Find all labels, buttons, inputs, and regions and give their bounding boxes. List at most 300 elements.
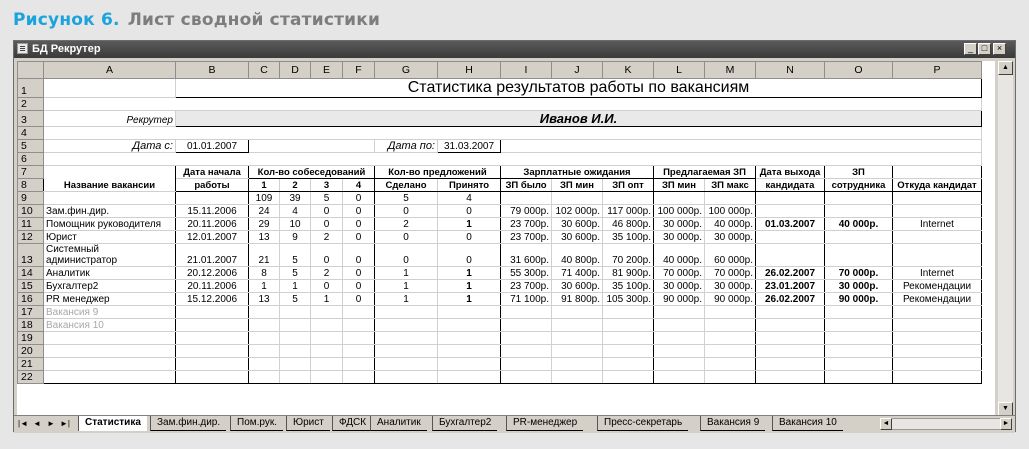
offers-made[interactable]: 1 — [375, 267, 438, 280]
interviews-2[interactable]: 5 — [280, 293, 311, 306]
row-header[interactable]: 10 — [18, 205, 44, 218]
empty-vacancy-name[interactable]: Вакансия 10 — [44, 319, 176, 332]
employee-salary[interactable] — [825, 231, 893, 244]
cell[interactable] — [501, 332, 552, 345]
cell[interactable] — [44, 127, 982, 140]
header-employee-salary-2[interactable]: сотрудника — [825, 179, 893, 192]
vacancy-name[interactable]: PR менеджер — [44, 293, 176, 306]
row-header[interactable]: 4 — [18, 127, 44, 140]
column-header[interactable]: A — [44, 62, 176, 79]
interviews-2[interactable]: 9 — [280, 231, 311, 244]
cell[interactable] — [705, 371, 756, 384]
salary-was[interactable]: 23 700р. — [501, 231, 552, 244]
cell[interactable] — [343, 319, 375, 332]
offers-made[interactable]: 0 — [375, 205, 438, 218]
interviews-1[interactable]: 13 — [249, 231, 280, 244]
cell[interactable] — [249, 358, 280, 371]
cell[interactable] — [343, 332, 375, 345]
tab-statistics[interactable]: Статистика — [78, 416, 147, 431]
offers-accepted[interactable]: 1 — [438, 293, 501, 306]
column-header[interactable]: C — [249, 62, 280, 79]
cell[interactable] — [249, 319, 280, 332]
header-offers[interactable]: Кол-во предложений — [375, 166, 501, 179]
cell[interactable] — [44, 371, 176, 384]
cell[interactable] — [705, 319, 756, 332]
header-vacancy-name[interactable]: Название вакансии — [44, 166, 176, 192]
header-employee-salary[interactable]: ЗП — [825, 166, 893, 179]
cell[interactable] — [603, 358, 654, 371]
exit-date[interactable] — [756, 244, 825, 267]
exit-date[interactable]: 26.02.2007 — [756, 293, 825, 306]
employee-salary[interactable] — [825, 244, 893, 267]
cell[interactable] — [343, 371, 375, 384]
salary-min[interactable]: 71 400р. — [552, 267, 603, 280]
candidate-source[interactable]: Рекомендации — [893, 280, 982, 293]
cell[interactable] — [176, 332, 249, 345]
prev-sheet-icon[interactable]: ◄ — [33, 419, 41, 428]
cell[interactable] — [375, 371, 438, 384]
vacancy-start-date[interactable]: 20.11.2006 — [176, 280, 249, 293]
interviews-1[interactable]: 13 — [249, 293, 280, 306]
cell[interactable] — [343, 345, 375, 358]
salary-opt[interactable]: 117 000р. — [603, 205, 654, 218]
offer-min[interactable]: 30 000р. — [654, 280, 705, 293]
candidate-source[interactable] — [893, 205, 982, 218]
recruiter-label[interactable]: Рекрутер — [44, 111, 176, 127]
salary-opt[interactable]: 81 900р. — [603, 267, 654, 280]
offers-made[interactable]: 0 — [375, 244, 438, 267]
header-start-date[interactable]: Дата начала — [176, 166, 249, 179]
cell[interactable] — [825, 332, 893, 345]
tab-sheet[interactable]: ФДСК — [332, 416, 372, 431]
column-header[interactable]: I — [501, 62, 552, 79]
header-interview-stage[interactable]: 3 — [311, 179, 343, 192]
interviews-3[interactable]: 0 — [311, 280, 343, 293]
interviews-3[interactable]: 0 — [311, 218, 343, 231]
offers-accepted[interactable]: 1 — [438, 280, 501, 293]
empty-vacancy-name[interactable]: Вакансия 9 — [44, 306, 176, 319]
candidate-source[interactable] — [893, 244, 982, 267]
header-exit-date-2[interactable]: кандидата — [756, 179, 825, 192]
interviews-1[interactable]: 21 — [249, 244, 280, 267]
tab-sheet[interactable]: PR-менеджер — [506, 416, 583, 431]
column-header[interactable]: F — [343, 62, 375, 79]
cell[interactable] — [705, 358, 756, 371]
salary-was[interactable]: 23 700р. — [501, 218, 552, 231]
close-button[interactable]: × — [993, 43, 1006, 55]
exit-date[interactable]: 23.01.2007 — [756, 280, 825, 293]
cell[interactable] — [249, 306, 280, 319]
cell[interactable] — [552, 306, 603, 319]
interviews-4[interactable]: 0 — [343, 231, 375, 244]
interviews-3[interactable]: 2 — [311, 267, 343, 280]
horizontal-scrollbar[interactable] — [880, 418, 1012, 430]
cell[interactable] — [438, 319, 501, 332]
header-source[interactable]: Откуда кандидат — [893, 179, 982, 192]
column-header[interactable]: M — [705, 62, 756, 79]
offers-accepted[interactable]: 0 — [438, 205, 501, 218]
scroll-right-icon[interactable]: ► — [1000, 418, 1012, 430]
interviews-4[interactable]: 0 — [343, 244, 375, 267]
cell[interactable] — [501, 345, 552, 358]
header-offered-salary[interactable]: Предлагаемая ЗП — [654, 166, 756, 179]
row-header[interactable]: 6 — [18, 153, 44, 166]
row-header[interactable]: 19 — [18, 332, 44, 345]
vacancy-start-date[interactable]: 20.11.2006 — [176, 218, 249, 231]
employee-salary[interactable]: 40 000р. — [825, 218, 893, 231]
column-header[interactable]: P — [893, 62, 982, 79]
cell[interactable] — [893, 319, 982, 332]
employee-salary[interactable]: 30 000р. — [825, 280, 893, 293]
salary-min[interactable]: 102 000р. — [552, 205, 603, 218]
cell[interactable] — [603, 371, 654, 384]
cell[interactable] — [375, 319, 438, 332]
header-salary-was[interactable]: ЗП было — [501, 179, 552, 192]
interviews-1[interactable]: 1 — [249, 280, 280, 293]
cell[interactable] — [311, 332, 343, 345]
cell[interactable] — [603, 345, 654, 358]
interviews-4[interactable]: 0 — [343, 218, 375, 231]
offer-max[interactable]: 100 000р. — [705, 205, 756, 218]
cell[interactable] — [438, 345, 501, 358]
offers-accepted[interactable]: 1 — [438, 267, 501, 280]
cell[interactable] — [654, 192, 705, 205]
date-from-value[interactable]: 01.01.2007 — [176, 140, 249, 153]
row-header[interactable]: 12 — [18, 231, 44, 244]
cell[interactable] — [501, 192, 552, 205]
cell[interactable] — [438, 358, 501, 371]
salary-opt[interactable]: 46 800р. — [603, 218, 654, 231]
header-salary-min[interactable]: ЗП мин — [552, 179, 603, 192]
interviews-2[interactable]: 4 — [280, 205, 311, 218]
cell[interactable] — [603, 319, 654, 332]
tab-sheet[interactable]: Пом.рук. — [230, 416, 283, 431]
salary-min[interactable]: 30 600р. — [552, 231, 603, 244]
cell[interactable] — [280, 345, 311, 358]
offers-made[interactable]: 1 — [375, 293, 438, 306]
cell[interactable] — [705, 192, 756, 205]
salary-was[interactable]: 55 300р. — [501, 267, 552, 280]
spreadsheet-icon[interactable] — [17, 43, 28, 54]
cell[interactable] — [893, 371, 982, 384]
cell[interactable] — [280, 319, 311, 332]
interviews-4[interactable]: 0 — [343, 267, 375, 280]
offer-min[interactable]: 30 000р. — [654, 218, 705, 231]
cell[interactable] — [654, 358, 705, 371]
exit-date[interactable]: 26.02.2007 — [756, 267, 825, 280]
vacancy-start-date[interactable]: 20.12.2006 — [176, 267, 249, 280]
cell[interactable] — [825, 358, 893, 371]
cell[interactable] — [44, 192, 176, 205]
salary-was[interactable]: 71 100р. — [501, 293, 552, 306]
row-header[interactable]: 11 — [18, 218, 44, 231]
salary-was[interactable]: 31 600р. — [501, 244, 552, 267]
cell[interactable] — [654, 306, 705, 319]
cell[interactable] — [893, 166, 982, 179]
header-interview-stage[interactable]: 2 — [280, 179, 311, 192]
tab-sheet[interactable]: Вакансия 10 — [772, 416, 843, 431]
next-sheet-icon[interactable]: ► — [47, 419, 55, 428]
header-offer-min[interactable]: ЗП мин — [654, 179, 705, 192]
header-start-date-2[interactable]: работы — [176, 179, 249, 192]
row-header[interactable]: 16 — [18, 293, 44, 306]
column-header[interactable]: K — [603, 62, 654, 79]
cell[interactable] — [825, 345, 893, 358]
tab-sheet[interactable]: Зам.фин.дир. — [150, 416, 226, 431]
salary-opt[interactable]: 35 100р. — [603, 231, 654, 244]
cell[interactable] — [176, 319, 249, 332]
cell[interactable] — [44, 345, 176, 358]
header-interviews[interactable]: Кол-во собеседований — [249, 166, 375, 179]
cell[interactable] — [249, 345, 280, 358]
interviews-2[interactable]: 5 — [280, 267, 311, 280]
cell[interactable] — [44, 332, 176, 345]
vacancy-name[interactable]: Юрист — [44, 231, 176, 244]
salary-was[interactable]: 23 700р. — [501, 280, 552, 293]
salary-was[interactable]: 79 000р. — [501, 205, 552, 218]
cell[interactable] — [343, 306, 375, 319]
recruiter-name[interactable]: Иванов И.И. — [176, 111, 982, 127]
cell[interactable] — [756, 332, 825, 345]
offers-accepted[interactable]: 1 — [438, 218, 501, 231]
cell[interactable] — [375, 306, 438, 319]
vacancy-name[interactable]: Бухгалтер2 — [44, 280, 176, 293]
interviews-2[interactable]: 10 — [280, 218, 311, 231]
scroll-down-icon[interactable]: ▼ — [998, 402, 1013, 416]
cell[interactable] — [44, 358, 176, 371]
cell[interactable] — [249, 371, 280, 384]
row-header[interactable]: 20 — [18, 345, 44, 358]
cell[interactable] — [552, 319, 603, 332]
cell[interactable] — [893, 306, 982, 319]
cell[interactable] — [825, 371, 893, 384]
cell[interactable] — [311, 358, 343, 371]
title-bar[interactable] — [14, 41, 1015, 58]
cell[interactable] — [438, 371, 501, 384]
exit-date[interactable] — [756, 205, 825, 218]
row-header[interactable]: 22 — [18, 371, 44, 384]
row-header[interactable]: 9 — [18, 192, 44, 205]
salary-min[interactable]: 91 800р. — [552, 293, 603, 306]
cell[interactable] — [44, 153, 982, 166]
interviews-4[interactable]: 0 — [343, 293, 375, 306]
cell[interactable] — [343, 358, 375, 371]
vacancy-name[interactable]: Аналитик — [44, 267, 176, 280]
row-header[interactable]: 7 — [18, 166, 44, 179]
cell[interactable] — [501, 371, 552, 384]
total-interviews-2[interactable]: 39 — [280, 192, 311, 205]
column-header[interactable]: E — [311, 62, 343, 79]
date-to-label[interactable]: Дата по: — [375, 140, 438, 153]
tab-sheet[interactable]: Аналитик — [370, 416, 427, 431]
cell[interactable] — [375, 358, 438, 371]
cell[interactable] — [280, 332, 311, 345]
offer-min[interactable]: 70 000р. — [654, 267, 705, 280]
cell[interactable] — [311, 319, 343, 332]
offer-min[interactable]: 100 000р. — [654, 205, 705, 218]
salary-min[interactable]: 30 600р. — [552, 218, 603, 231]
scroll-up-icon[interactable]: ▲ — [998, 61, 1013, 75]
interviews-1[interactable]: 8 — [249, 267, 280, 280]
interviews-4[interactable]: 0 — [343, 280, 375, 293]
header-salary-expectations[interactable]: Зарплатные ожидания — [501, 166, 654, 179]
offer-max[interactable]: 60 000р. — [705, 244, 756, 267]
row-header[interactable]: 5 — [18, 140, 44, 153]
cell[interactable] — [825, 319, 893, 332]
tab-sheet[interactable]: Вакансия 9 — [700, 416, 765, 431]
cell[interactable] — [603, 332, 654, 345]
row-header[interactable]: 8 — [18, 179, 44, 192]
cell[interactable] — [280, 358, 311, 371]
offers-made[interactable]: 1 — [375, 280, 438, 293]
total-interviews-4[interactable]: 0 — [343, 192, 375, 205]
cell[interactable] — [756, 345, 825, 358]
cell[interactable] — [176, 306, 249, 319]
cell[interactable] — [756, 358, 825, 371]
row-header[interactable]: 15 — [18, 280, 44, 293]
column-header[interactable]: N — [756, 62, 825, 79]
candidate-source[interactable]: Рекомендации — [893, 293, 982, 306]
row-header[interactable]: 17 — [18, 306, 44, 319]
cell[interactable] — [552, 332, 603, 345]
cell[interactable] — [756, 192, 825, 205]
sheet-title[interactable]: Статистика результатов работы по вакансиям — [176, 79, 982, 98]
total-offers-made[interactable]: 5 — [375, 192, 438, 205]
candidate-source[interactable] — [893, 231, 982, 244]
cell[interactable] — [705, 306, 756, 319]
cell[interactable] — [756, 319, 825, 332]
cell[interactable] — [280, 371, 311, 384]
header-offer-max[interactable]: ЗП макс — [705, 179, 756, 192]
column-header[interactable]: O — [825, 62, 893, 79]
total-interviews-1[interactable]: 109 — [249, 192, 280, 205]
cell[interactable] — [603, 306, 654, 319]
date-to-value[interactable]: 31.03.2007 — [438, 140, 501, 153]
cell[interactable] — [603, 192, 654, 205]
offers-made[interactable]: 2 — [375, 218, 438, 231]
cell[interactable] — [176, 345, 249, 358]
cell[interactable] — [311, 371, 343, 384]
row-header[interactable]: 13 — [18, 244, 44, 267]
tab-sheet[interactable]: Бухгалтер2 — [432, 416, 497, 431]
row-header[interactable]: 14 — [18, 267, 44, 280]
interviews-1[interactable]: 24 — [249, 205, 280, 218]
cell[interactable] — [825, 306, 893, 319]
row-header[interactable]: 21 — [18, 358, 44, 371]
column-header[interactable]: H — [438, 62, 501, 79]
column-header[interactable]: J — [552, 62, 603, 79]
cell[interactable] — [438, 306, 501, 319]
cell[interactable] — [501, 358, 552, 371]
maximize-button[interactable]: □ — [978, 43, 991, 55]
cell[interactable] — [893, 332, 982, 345]
date-from-label[interactable]: Дата с: — [44, 140, 176, 153]
offer-max[interactable]: 30 000р. — [705, 280, 756, 293]
offer-min[interactable]: 40 000р. — [654, 244, 705, 267]
scroll-left-icon[interactable]: ◄ — [880, 418, 892, 430]
offer-max[interactable]: 30 000р. — [705, 231, 756, 244]
row-header[interactable]: 18 — [18, 319, 44, 332]
header-salary-opt[interactable]: ЗП опт — [603, 179, 654, 192]
header-offers-made[interactable]: Сделано — [375, 179, 438, 192]
cell[interactable] — [756, 371, 825, 384]
cell[interactable] — [654, 332, 705, 345]
header-interview-stage[interactable]: 4 — [343, 179, 375, 192]
cell[interactable] — [311, 306, 343, 319]
cell[interactable] — [552, 371, 603, 384]
minimize-button[interactable]: _ — [964, 43, 977, 55]
cell[interactable] — [654, 319, 705, 332]
cell[interactable] — [893, 345, 982, 358]
cell[interactable] — [552, 192, 603, 205]
cell[interactable] — [176, 358, 249, 371]
vacancy-start-date[interactable]: 15.12.2006 — [176, 293, 249, 306]
interviews-1[interactable]: 29 — [249, 218, 280, 231]
candidate-source[interactable]: Internet — [893, 218, 982, 231]
offer-max[interactable]: 70 000р. — [705, 267, 756, 280]
candidate-source[interactable]: Internet — [893, 267, 982, 280]
interviews-2[interactable]: 1 — [280, 280, 311, 293]
cell[interactable] — [375, 332, 438, 345]
column-header[interactable]: L — [654, 62, 705, 79]
vacancy-name[interactable] — [44, 244, 176, 267]
row-header[interactable]: 2 — [18, 98, 44, 111]
interviews-2[interactable]: 5 — [280, 244, 311, 267]
cell[interactable] — [176, 371, 249, 384]
cell[interactable] — [375, 345, 438, 358]
header-interview-stage[interactable]: 1 — [249, 179, 280, 192]
salary-opt[interactable]: 105 300р. — [603, 293, 654, 306]
cell[interactable] — [280, 306, 311, 319]
tab-sheet[interactable]: Юрист — [286, 416, 330, 431]
cell[interactable] — [825, 192, 893, 205]
offer-min[interactable]: 90 000р. — [654, 293, 705, 306]
employee-salary[interactable]: 90 000р. — [825, 293, 893, 306]
cell[interactable] — [44, 98, 982, 111]
header-exit-date[interactable]: Дата выхода — [756, 166, 825, 179]
cell[interactable] — [654, 345, 705, 358]
salary-min[interactable]: 30 600р. — [552, 280, 603, 293]
salary-min[interactable]: 40 800р. — [552, 244, 603, 267]
last-sheet-icon[interactable]: ►| — [60, 419, 70, 428]
vacancy-start-date[interactable]: 12.01.2007 — [176, 231, 249, 244]
vacancy-name[interactable]: Помощник руководителя — [44, 218, 176, 231]
cell[interactable] — [438, 332, 501, 345]
column-header[interactable]: G — [375, 62, 438, 79]
cell[interactable] — [893, 358, 982, 371]
first-sheet-icon[interactable]: |◄ — [18, 419, 28, 428]
cell[interactable] — [552, 345, 603, 358]
cell[interactable] — [249, 332, 280, 345]
vacancy-start-date[interactable]: 15.11.2006 — [176, 205, 249, 218]
vacancy-start-date[interactable]: 21.01.2007 — [176, 244, 249, 267]
offer-min[interactable]: 30 000р. — [654, 231, 705, 244]
salary-opt[interactable]: 70 200р. — [603, 244, 654, 267]
employee-salary[interactable] — [825, 205, 893, 218]
cell[interactable] — [176, 192, 249, 205]
column-header[interactable]: B — [176, 62, 249, 79]
interviews-3[interactable]: 2 — [311, 231, 343, 244]
offer-max[interactable]: 90 000р. — [705, 293, 756, 306]
header-offers-accepted[interactable]: Принято — [438, 179, 501, 192]
total-interviews-3[interactable]: 5 — [311, 192, 343, 205]
exit-date[interactable] — [756, 231, 825, 244]
interviews-3[interactable]: 0 — [311, 244, 343, 267]
cell[interactable] — [249, 140, 375, 153]
cell[interactable] — [501, 140, 982, 153]
offers-accepted[interactable]: 0 — [438, 244, 501, 267]
salary-opt[interactable]: 35 100р. — [603, 280, 654, 293]
